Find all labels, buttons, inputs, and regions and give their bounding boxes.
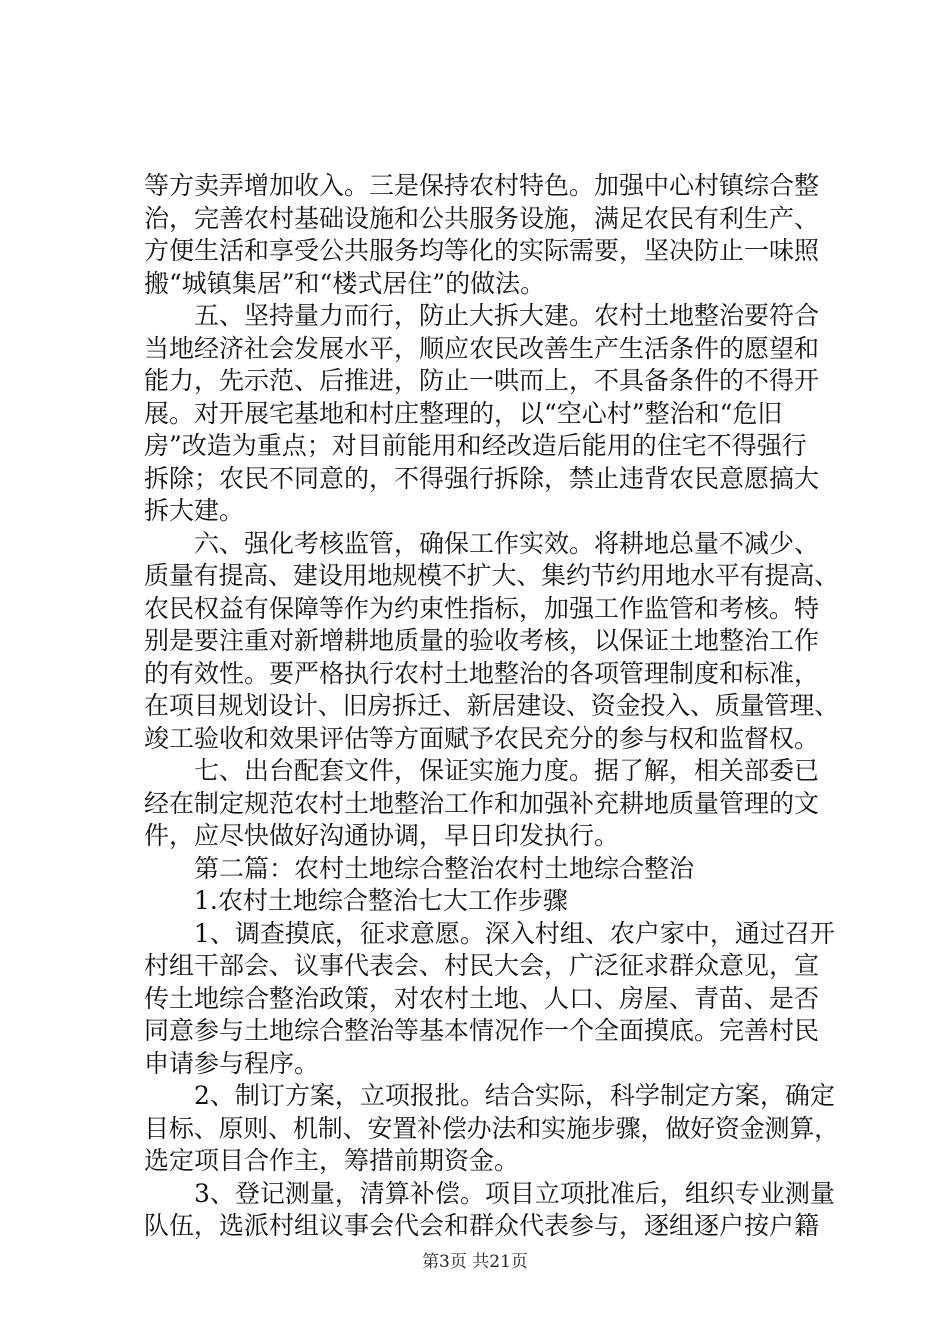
text-line: 农民权益有保障等作为约束性指标，加强工作监管和考核。特 (144, 593, 820, 623)
text-line: 队伍，选派村组议事会代会和群众代表参与，逐组逐户按户籍 (144, 1211, 820, 1240)
text-line: 别是要注重对新增耕地质量的验收考核，以保证土地整治工作 (144, 626, 820, 655)
text-line: 治，完善农村基础设施和公共服务设施，满足农民有利生产、 (144, 203, 820, 233)
text-line: 3、登记测量，清算补偿。项目立项批准后，组织专业测量 (144, 1178, 835, 1208)
text-line: 能力，先示范、后推进，防止一哄而上，不具备条件的不得开 (144, 366, 820, 395)
text-line: 1.农村土地综合整治七大工作步骤 (144, 886, 568, 915)
text-line: 申请参与程序。 (144, 1048, 320, 1078)
text-line: 质量有提高、建设用地规模不扩大、集约节约用地水平有提高、 (144, 561, 839, 590)
text-line: 传土地综合整治政策，对农村土地、人口、房屋、青苗、是否 (144, 983, 820, 1013)
text-line: 选定项目合作主，筹措前期资金。 (144, 1146, 520, 1175)
text-line: 五、坚持量力而行，防止大拆大建。农村土地整治要符合 (144, 301, 820, 330)
text-line: 拆大建。 (144, 496, 245, 525)
text-line: 1、调查摸底，征求意愿。深入村组、农户家中，通过召开 (144, 918, 835, 948)
text-line: 六、强化考核监管，确保工作实效。将耕地总量不减少、 (144, 528, 820, 558)
text-line: 同意参与土地综合整治等基本情况作一个全面摸底。完善村民 (144, 1016, 820, 1045)
body-text (144, 170, 839, 1243)
text-line: 当地经济社会发展水平，顺应农民改善生产生活条件的愿望和 (144, 333, 820, 363)
page-footer: 第3页 共21页 (422, 1252, 528, 1272)
text-line: 七、出台配套文件，保证实施力度。据了解，相关部委已 (144, 756, 820, 785)
text-line: 拆除；农民不同意的，不得强行拆除，禁止违背农民意愿搞大 (144, 463, 820, 493)
text-line: 村组干部会、议事代表会、村民大会，广泛征求群众意见，宣 (144, 951, 820, 980)
text-line: 的有效性。要严格执行农村土地整治的各项管理制度和标准， (144, 658, 820, 688)
text-line: 房”改造为重点；对目前能用和经改造后能用的住宅不得强行 (144, 431, 807, 460)
text-line: 展。对开展宅基地和村庄整理的，以“空心村”整治和“危旧 (144, 398, 783, 428)
text-line: 件，应尽快做好沟通协调，早日印发执行。 (144, 821, 620, 850)
text-line: 第二篇：农村土地综合整治农村土地综合整治 (144, 853, 695, 883)
text-line: 目标、原则、机制、安置补偿办法和实施步骤，做好资金测算， (144, 1113, 839, 1143)
text-line: 等方卖弄增加收入。三是保持农村特色。加强中心村镇综合整 (144, 171, 820, 200)
text-line: 在项目规划设计、旧房拆迁、新居建设、资金投入、质量管理、 (144, 691, 839, 720)
text-line: 搬“城镇集居”和“楼式居住”的做法。 (144, 268, 546, 298)
text-line: 竣工验收和效果评估等方面赋予农民充分的参与权和监督权。 (144, 723, 820, 753)
text-line: 2、制订方案，立项报批。结合实际，科学制定方案，确定 (144, 1081, 835, 1110)
text-line: 经在制定规范农村土地整治工作和加强补充耕地质量管理的文 (144, 788, 820, 818)
text-line: 方便生活和享受公共服务均等化的实际需要，坚决防止一味照 (144, 236, 820, 265)
